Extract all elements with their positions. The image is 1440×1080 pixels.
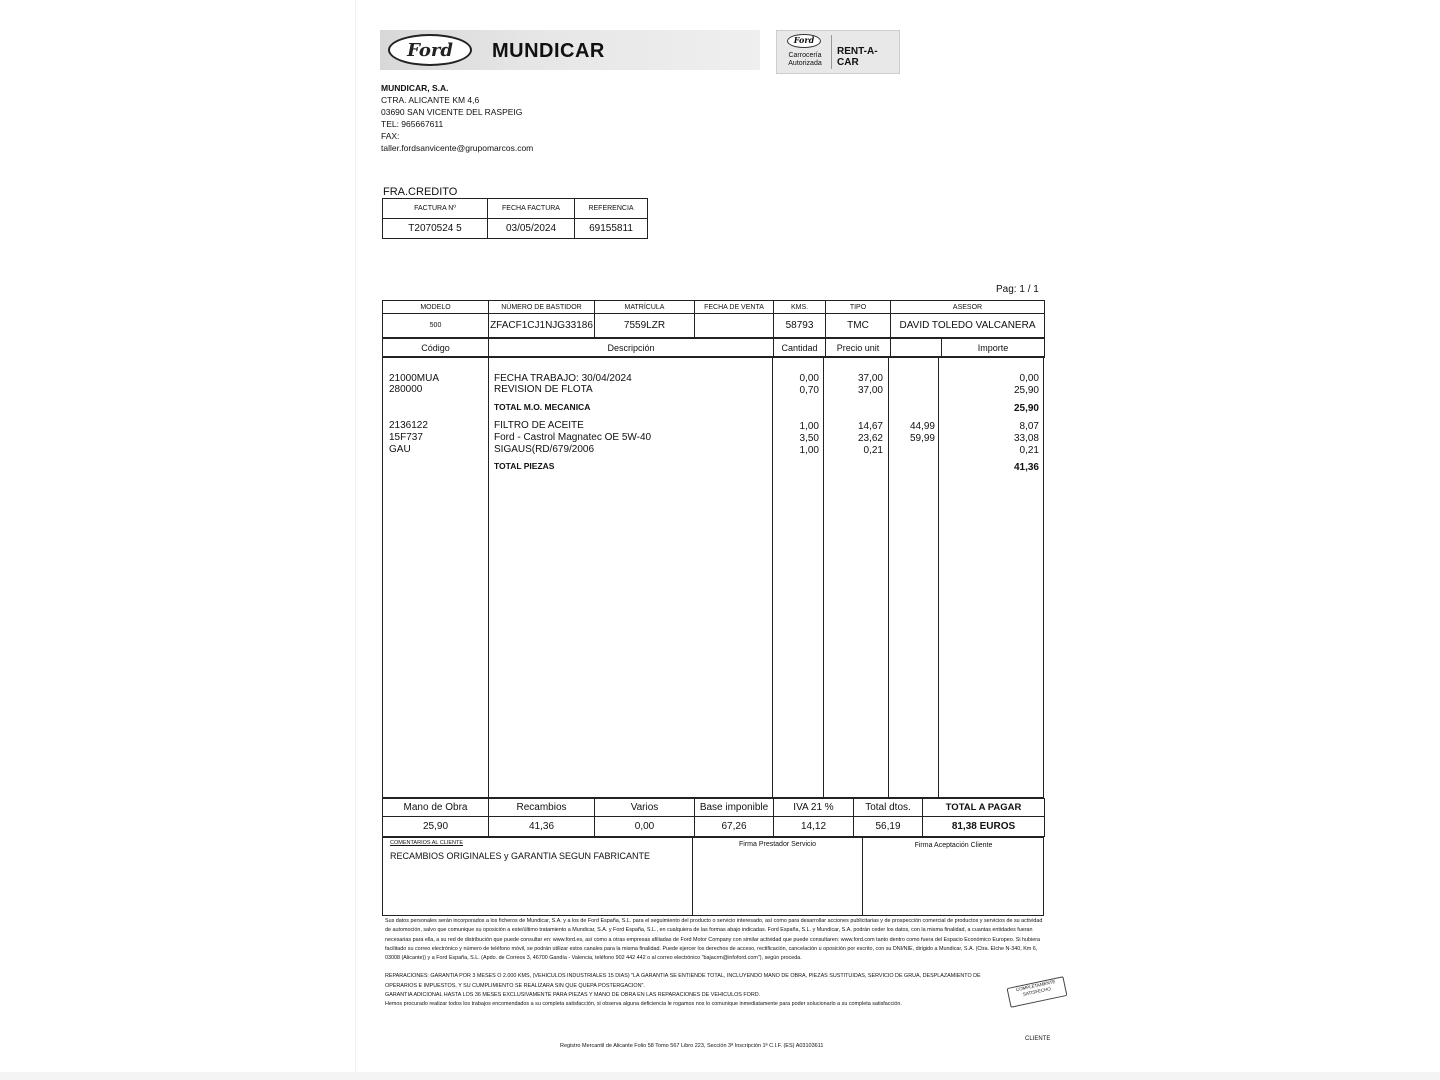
legal-text [385, 917, 1045, 1010]
satisfaction-notice: Hemos procurado realizar todos los trabajos encomendados a su completa satisfacción, si observa alguna deficiencia le rogamos nos lo comunique inmediatamente para poder solucionarlo a su completa satisfacción. [385, 1001, 902, 1008]
vehicle-matricula: 7559LZR [595, 314, 695, 338]
brand-name: MUNDICAR [492, 40, 605, 62]
line-items-body [382, 356, 1044, 798]
vehicle-fecha-venta [695, 314, 774, 338]
vehicle-modelo: 500 [383, 314, 489, 338]
rent-a-car-label: RENT-A-CAR [837, 46, 878, 68]
col-precio: Precio unit [826, 339, 891, 358]
warranty-notice: REPARACIONES: GARANTIA POR 3 MESES O 2.000 KMS, (VEHICULOS INDUSTRIALES 15 DIAS) "LA GARANTIA SE ENTIENDE TOTAL, INCLUYENDO MANO DE OBRA, PIEZAS SUSTITUIDAS, SERVICIO DE GRUA, DESPLAZAMIENTO DE OPERARIOS E IMPUESTOS, Y SU CUMPLIMIENTO SE REALIZARA SIN QUE QUEPA POSTERGACION". [385, 973, 981, 989]
divider-descripcion [772, 357, 773, 797]
comments-text: RECAMBIOS ORIGINALES y GARANTIA SEGUN FABRICANTE [390, 851, 651, 861]
vehicle-header-fecha-venta: FECHA DE VENTA [695, 301, 774, 314]
col-codigo: Código [383, 339, 489, 358]
invoice-date-header: FECHA FACTURA [488, 199, 575, 219]
copy-label: CLIENTE [1025, 1036, 1051, 1042]
company-name: MUNDICAR, S.A. [381, 83, 449, 93]
line-code: GAU [389, 444, 411, 455]
company-city: 03690 SAN VICENTE DEL RASPEIG [381, 107, 523, 117]
comments-signatures-box [382, 837, 1044, 916]
invoice-info-table [382, 198, 648, 239]
line-items-header [382, 338, 1045, 358]
vehicle-kms: 58793 [774, 314, 826, 338]
line-code: 15F737 [389, 432, 423, 443]
total-recambios: 41,36 [489, 817, 595, 837]
col-cantidad: Cantidad [774, 339, 826, 358]
rent-a-car-badge [776, 30, 900, 74]
col-extra [891, 339, 942, 358]
vehicle-bastidor: ZFACF1CJ1NJG33186 [489, 314, 595, 338]
divider-cantidad [823, 357, 824, 797]
subtotal-mo-label: TOTAL M.O. MECANICA [494, 402, 591, 412]
vehicle-header-asesor: ASESOR [891, 301, 1045, 314]
vehicle-header-kms: KMS. [774, 301, 826, 314]
total-header-pagar: TOTAL A PAGAR [923, 799, 1045, 817]
vehicle-table [382, 300, 1045, 338]
total-mano-obra: 25,90 [383, 817, 489, 837]
line-qty: 0,70 [799, 385, 819, 396]
line-price: 23,62 [857, 433, 883, 444]
total-header-base: Base imponible [695, 799, 774, 817]
invoice-reference-header: REFERENCIA [575, 199, 648, 219]
vehicle-header-modelo: MODELO [383, 301, 489, 314]
line-qty: 1,00 [799, 445, 819, 456]
company-tel: TEL: 965667611 [381, 119, 444, 129]
vehicle-header-bastidor: NÚMERO DE BASTIDOR [489, 301, 595, 314]
ford-small-logo-icon: Ford [787, 34, 821, 48]
totals-table [382, 798, 1045, 837]
line-qty: 1,00 [799, 421, 819, 432]
total-header-dtos: Total dtos. [854, 799, 923, 817]
total-base: 67,26 [695, 817, 774, 837]
vehicle-header-matricula: MATRÍCULA [595, 301, 695, 314]
invoice-number: T2070524 5 [383, 219, 488, 239]
badge-divider [831, 35, 832, 69]
line-price: 37,00 [857, 373, 883, 384]
line-code: 21000MUA [389, 373, 440, 384]
col-descripcion: Descripción [489, 339, 774, 358]
total-iva: 14,12 [774, 817, 854, 837]
firma-cliente-label: Firma Aceptación Cliente [914, 842, 993, 849]
line-price: 0,21 [863, 445, 883, 456]
page-number: Pag: 1 / 1 [996, 284, 1039, 295]
line-amount: 33,08 [1013, 433, 1039, 444]
line-code: 280000 [389, 384, 423, 395]
total-header-varios: Varios [595, 799, 695, 817]
company-info [381, 82, 533, 154]
vehicle-asesor: DAVID TOLEDO VALCANERA [891, 314, 1045, 338]
divider-extra [938, 357, 939, 797]
total-header-iva: IVA 21 % [774, 799, 854, 817]
invoice-type: FRA.CREDITO [383, 186, 458, 198]
line-desc: SIGAUS(RD/679/2006 [494, 444, 595, 455]
subtotal-piezas-label: TOTAL PIEZAS [494, 461, 555, 471]
company-fax: FAX: [381, 131, 400, 141]
total-dtos: 56,19 [854, 817, 923, 837]
divider-precio [888, 357, 889, 797]
carroceria-label: Carrocería Autorizada [788, 52, 822, 67]
subtotal-piezas-value: 41,36 [1013, 462, 1039, 473]
warranty-additional: GARANTIA ADICIONAL HASTA LOS 36 MESES EXCLUSIVAMENTE PARA PIEZAS Y MANO DE OBRA EN LAS REPARACIONES DE VEHICULOS FORD. [385, 992, 761, 999]
line-amount: 25,90 [1013, 385, 1039, 396]
line-qty: 3,50 [799, 433, 819, 444]
line-extra: 44,99 [909, 421, 935, 432]
total-header-recambios: Recambios [489, 799, 595, 817]
satisfaction-stamp: COMPLETAMENTE SATISFECHO [1007, 976, 1068, 1008]
vehicle-tipo: TMC [826, 314, 891, 338]
invoice-reference: 69155811 [575, 219, 648, 239]
line-desc: Ford - Castrol Magnatec OE 5W-40 [494, 432, 652, 443]
firma-prestador-label: Firma Prestador Servicio [738, 841, 817, 848]
registry-footer: Registro Mercantil de Alicante Folio 58 Tomo 567 Libro 223, Sección 3ª Inscripción 1ª C.I.F. (ES) A03103611 [560, 1043, 824, 1049]
col-importe: Importe [942, 339, 1045, 358]
total-pagar: 81,38 EUROS [923, 817, 1045, 837]
line-code: 2136122 [389, 420, 428, 431]
privacy-notice: Sus datos personales serán incorporados a los ficheros de Mundicar, S.A. y a los de Ford España, S.L. para el seguimiento del producto o servicio interesado, así como para desarrollar acciones publicitarias y de prospección comercial de productos y servicios de su actividad de automoción, salvo que comunique su oposición a este/último tratamiento a Mundicar, S.A. y Ford España, S.L., en cualquiera de las formas abajo indicadas. Ford España, S.L. y Mundicar, S.A. podrán ceder los datos, con la misma finalidad, a cuantas entidades fueran necesarias para ella, a su red de distribución que puede consultar en: www.ford.es, así como a otras empresas afiliadas de Ford Motor Company con similar actividad que puede consultaren: www.ford.com tanto dentro como fuera del Espacio Económico Europeo. Si hubiera facilitado su correo electrónico y número de teléfono móvil, se podrán utilizar estos canales para la misma finalidad. Puede ejercer los derechos de acceso, rectificación, cancelación u oposición por escrito, con su DNI/NIE, dirigido a Mundicar, S.A. (Ctra. Elche N-340, Km 6, 03008 (Alicante)) y a Ford España, S.L. (Apdo. de Correos 3, 46700 Gandía - Valencia, teléfono 902 442 442 o al correo electrónico "bajacrm@infoford.com"), según proceda. [385, 918, 1043, 962]
divider-codigo [488, 357, 489, 797]
line-desc: FILTRO DE ACEITE [494, 420, 584, 431]
line-amount: 0,00 [1019, 373, 1039, 384]
line-extra: 59,99 [909, 433, 935, 444]
company-email: taller.fordsanvicente@grupomarcos.com [381, 143, 534, 153]
vehicle-header-tipo: TIPO [826, 301, 891, 314]
line-amount: 8,07 [1019, 421, 1039, 432]
total-varios: 0,00 [595, 817, 695, 837]
line-desc: REVISION DE FLOTA [494, 384, 593, 395]
comments-label: COMENTARIOS AL CLIENTE [390, 840, 464, 846]
line-qty: 0,00 [799, 373, 819, 384]
line-desc: FECHA TRABAJO: 30/04/2024 [494, 373, 632, 384]
subtotal-mo-value: 25,90 [1013, 403, 1039, 414]
line-price: 14,67 [857, 421, 883, 432]
invoice-number-header: FACTURA Nº [383, 199, 488, 219]
line-price: 37,00 [857, 385, 883, 396]
total-header-mano-obra: Mano de Obra [383, 799, 489, 817]
invoice-date: 03/05/2024 [488, 219, 575, 239]
ford-logo-icon: Ford [388, 34, 472, 66]
company-address: CTRA. ALICANTE KM 4,6 [381, 95, 480, 105]
page-bottom-edge [0, 1072, 1440, 1080]
header-banner [380, 30, 760, 70]
line-amount: 0,21 [1019, 445, 1039, 456]
